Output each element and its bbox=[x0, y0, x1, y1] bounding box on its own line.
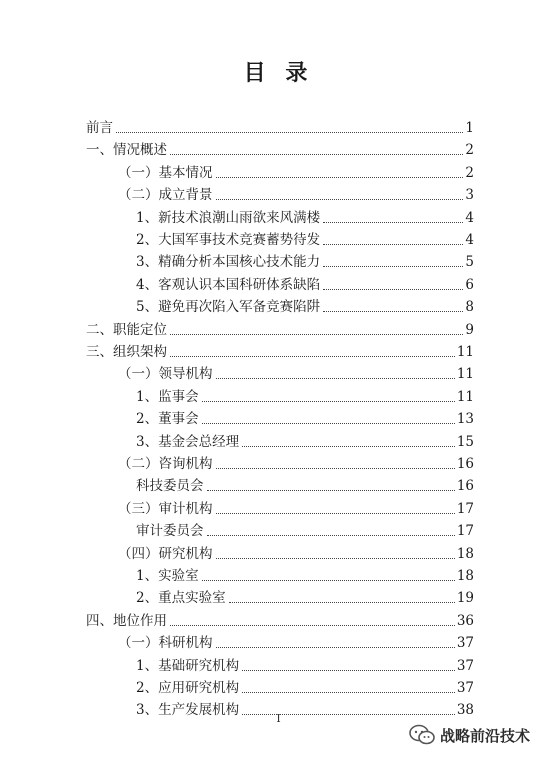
dot-leader bbox=[116, 132, 463, 133]
toc-entry bbox=[136, 519, 474, 539]
toc-entry bbox=[136, 654, 474, 674]
toc-entry bbox=[136, 273, 474, 293]
toc-entry-page: 15 bbox=[456, 433, 474, 450]
toc-entry bbox=[136, 228, 474, 248]
dot-leader bbox=[229, 602, 455, 603]
dot-leader bbox=[170, 625, 455, 626]
toc-entry-label: （二）咨询机构 bbox=[118, 456, 213, 472]
toc-entry-label: 1、实验室 bbox=[136, 568, 199, 584]
toc-entry-page: 4 bbox=[465, 209, 474, 226]
toc-entry bbox=[118, 542, 474, 562]
dot-leader bbox=[202, 580, 455, 581]
dot-leader bbox=[216, 513, 455, 514]
toc-entry bbox=[118, 631, 474, 651]
dot-leader bbox=[170, 334, 463, 335]
dot-leader bbox=[323, 266, 463, 267]
toc-entry-label: 3、生产发展机构 bbox=[136, 702, 240, 719]
toc-entry bbox=[118, 183, 474, 203]
dot-leader bbox=[242, 670, 455, 671]
toc-entry-label: （二）成立背景 bbox=[118, 187, 213, 204]
toc-entry-label: 2、应用研究机构 bbox=[136, 680, 240, 696]
toc-entry-label: 审计委员会 bbox=[136, 523, 204, 540]
watermark bbox=[408, 724, 530, 746]
toc-entry bbox=[136, 295, 474, 315]
toc-entry-label: 2、大国军事技术竞赛蓄势待发 bbox=[136, 232, 321, 248]
dot-leader bbox=[242, 446, 455, 447]
toc-entry-label: 5、避免再次陷入军备竞赛陷阱 bbox=[136, 299, 321, 316]
dot-leader bbox=[323, 311, 463, 312]
toc-entry-page: 9 bbox=[465, 321, 474, 338]
dot-leader bbox=[216, 647, 455, 648]
toc-entry bbox=[136, 564, 474, 584]
toc-entry-label: （一）科研机构 bbox=[118, 635, 213, 652]
toc-entry bbox=[86, 138, 474, 158]
toc-entry-label: 2、重点实验室 bbox=[136, 590, 226, 607]
toc-entry-page: 2 bbox=[465, 142, 474, 159]
toc-entry bbox=[118, 452, 474, 472]
toc-entry-page: 19 bbox=[456, 590, 474, 607]
toc-entry-page: 2 bbox=[465, 164, 474, 181]
toc-entry-label: （四）研究机构 bbox=[118, 545, 213, 562]
toc-entry-page: 37 bbox=[456, 635, 474, 652]
dot-leader bbox=[207, 535, 455, 536]
toc-entry-label: 四、地位作用 bbox=[86, 612, 167, 629]
toc-entry bbox=[136, 586, 474, 606]
toc-entry-page: 16 bbox=[456, 456, 474, 472]
dot-leader bbox=[216, 468, 455, 469]
dot-leader bbox=[170, 356, 455, 357]
toc-entry-label: 3、基金会总经理 bbox=[136, 433, 240, 450]
toc-entry bbox=[118, 362, 474, 382]
toc-entry-page: 8 bbox=[465, 299, 474, 316]
dot-leader bbox=[216, 199, 464, 200]
toc-entry bbox=[118, 497, 474, 517]
toc-entry bbox=[136, 474, 474, 494]
toc-entry-label: 3、精确分析本国核心技术能力 bbox=[136, 254, 321, 271]
toc-entry-page: 11 bbox=[456, 388, 474, 405]
toc-entry-label: （一）领导机构 bbox=[118, 366, 213, 383]
toc-entry-label: （一）基本情况 bbox=[118, 164, 213, 181]
dot-leader bbox=[170, 154, 463, 155]
toc-entry-label: 三、组织架构 bbox=[86, 344, 167, 360]
toc-entry-label: （三）审计机构 bbox=[118, 500, 213, 517]
dot-leader bbox=[207, 490, 455, 491]
toc-entry-label: 科技委员会 bbox=[136, 478, 204, 495]
dot-leader bbox=[216, 378, 455, 379]
toc-entry bbox=[136, 676, 474, 696]
dot-leader bbox=[202, 401, 455, 402]
toc-entry bbox=[136, 250, 474, 270]
toc-entry-page: 17 bbox=[456, 500, 474, 517]
dot-leader bbox=[323, 289, 463, 290]
toc-entry-label: 4、客观认识本国科研体系缺陷 bbox=[136, 276, 321, 293]
dot-leader bbox=[216, 177, 464, 178]
toc-entry-label: 二、职能定位 bbox=[86, 321, 167, 338]
toc-entry-page: 11 bbox=[456, 344, 474, 360]
toc-entry-label: 1、新技术浪潮山雨欲来风满楼 bbox=[136, 209, 321, 226]
toc-entry bbox=[136, 206, 474, 226]
toc-entry bbox=[136, 385, 474, 405]
dot-leader bbox=[242, 692, 455, 693]
toc-entry-page: 16 bbox=[456, 478, 474, 495]
toc-entry-page: 3 bbox=[465, 187, 474, 204]
toc-entry bbox=[86, 318, 474, 338]
toc-entry-page: 18 bbox=[456, 545, 474, 562]
toc-entry-page: 4 bbox=[465, 232, 474, 248]
toc-entry bbox=[136, 430, 474, 450]
wechat-icon bbox=[408, 724, 436, 746]
toc-entry-page: 38 bbox=[456, 702, 474, 719]
toc-title: 目 录 bbox=[243, 61, 314, 86]
toc-entry-label: 1、监事会 bbox=[136, 388, 199, 405]
toc-entry-label: 1、基础研究机构 bbox=[136, 657, 240, 674]
toc-entry-page: 37 bbox=[456, 657, 474, 674]
toc-entry bbox=[86, 340, 474, 360]
toc-entry-page: 17 bbox=[456, 523, 474, 540]
dot-leader bbox=[323, 222, 463, 223]
toc-entry-label: 前言 bbox=[86, 120, 113, 136]
toc-entry bbox=[118, 161, 474, 181]
toc-entry-page: 18 bbox=[456, 568, 474, 584]
toc-entry-page: 13 bbox=[456, 411, 474, 428]
toc-entry bbox=[86, 116, 474, 136]
toc-entry-page: 36 bbox=[456, 612, 474, 629]
watermark-text: 战略前沿技术 bbox=[440, 726, 531, 745]
toc-entry-page: 5 bbox=[465, 254, 474, 271]
toc-entry bbox=[136, 407, 474, 427]
page-number: I bbox=[276, 712, 281, 725]
dot-leader bbox=[202, 423, 455, 424]
toc-entry-page: 37 bbox=[456, 680, 474, 696]
toc-entry-page: 1 bbox=[465, 120, 474, 136]
toc-entry-page: 6 bbox=[465, 276, 474, 293]
toc-entry-label: 一、情况概述 bbox=[86, 142, 167, 159]
toc-entry bbox=[86, 609, 474, 629]
dot-leader bbox=[216, 558, 455, 559]
toc-entry-label: 2、董事会 bbox=[136, 411, 199, 428]
dot-leader bbox=[323, 244, 463, 245]
toc-entry-page: 11 bbox=[456, 366, 474, 383]
